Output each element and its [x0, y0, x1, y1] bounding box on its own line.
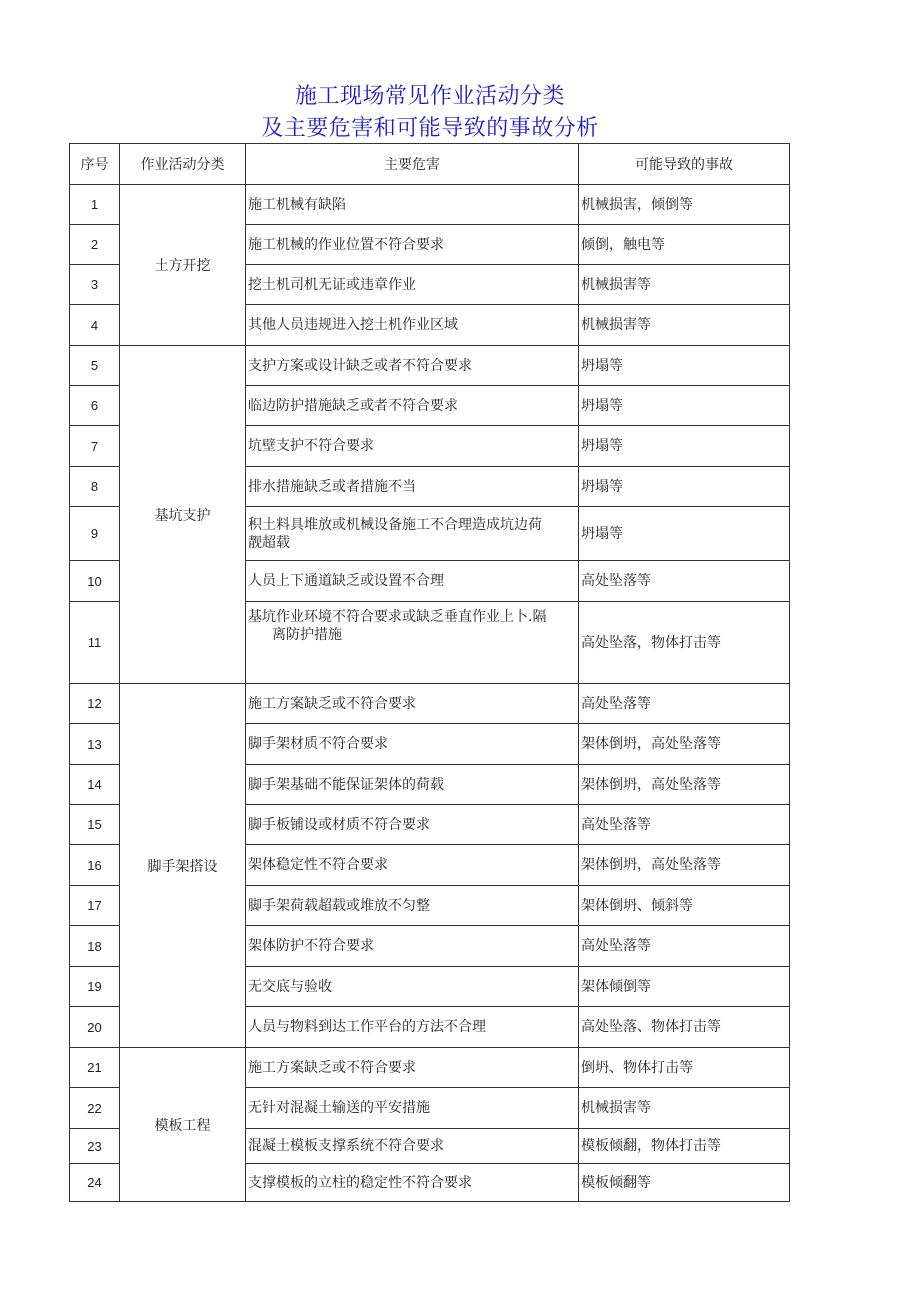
row-number: 22: [70, 1088, 120, 1129]
hazard-cell: 脚手架材质不符合要求: [246, 724, 579, 765]
hazard-cell: 排水措施缺乏或者措施不当: [246, 467, 579, 507]
hazard-cell: [246, 602, 579, 684]
hazard-cell: 施工机械的作业位置不符合要求: [246, 225, 579, 265]
accident-cell: 高处坠落等: [579, 926, 790, 967]
page-title-line2: 及主要危害和可能导致的事故分析: [261, 116, 599, 141]
table-row: [70, 185, 790, 225]
row-number: 16: [70, 845, 120, 886]
accident-cell: 架体倾倒等: [579, 967, 790, 1007]
row-number: 14: [70, 765, 120, 805]
accident-cell: 模板倾翻等: [579, 1164, 790, 1202]
activity-category: 基坑支护: [120, 346, 246, 684]
hazard-cell: 脚手架基础不能保证架体的荷载: [246, 765, 579, 805]
activity-category: 脚手架搭设: [120, 684, 246, 1048]
accident-cell: 倒坍、物体打击等: [579, 1048, 790, 1088]
row-number: 5: [70, 346, 120, 386]
hazard-cell: 挖土机司机无证或违章作业: [246, 265, 579, 305]
accident-cell: 坍塌等: [579, 346, 790, 386]
accident-cell: 机械损害等: [579, 1088, 790, 1129]
hazard-cell: 支撑模板的立柱的稳定性不符合要求: [246, 1164, 579, 1202]
hazard-cell: 坑壁支护不符合要求: [246, 426, 579, 467]
row-number: 12: [70, 684, 120, 724]
hazard-cell: 临边防护措施缺乏或者不符合要求: [246, 386, 579, 426]
row-number: 6: [70, 386, 120, 426]
hazard-table: [69, 143, 790, 1202]
header-num: 序号: [70, 144, 120, 185]
accident-cell: 机械损害等: [579, 305, 790, 346]
hazard-cell: 架体防护不符合要求: [246, 926, 579, 967]
hazard-cell: 支护方案或设计缺乏或者不符合要求: [246, 346, 579, 386]
row-number: 18: [70, 926, 120, 967]
row-number: 13: [70, 724, 120, 765]
table-body: [70, 185, 790, 1202]
hazard-text: 积土料具堆放或机械设备施工不合理造成坑边荷: [248, 516, 542, 533]
row-number: 2: [70, 225, 120, 265]
row-number: 10: [70, 561, 120, 602]
accident-cell: 高处坠落，物体打击等: [579, 602, 790, 684]
row-number: 23: [70, 1129, 120, 1164]
hazard-cell: 无交底与验收: [246, 967, 579, 1007]
accident-cell: 倾倒，触电等: [579, 225, 790, 265]
row-number: 3: [70, 265, 120, 305]
accident-cell: 坍塌等: [579, 426, 790, 467]
accident-cell: 高处坠落等: [579, 561, 790, 602]
hazard-cell: 架体稳定性不符合要求: [246, 845, 579, 886]
hazard-cell: 其他人员违规进入挖土机作业区域: [246, 305, 579, 346]
header-activity: 作业活动分类: [120, 144, 246, 185]
accident-cell: 高处坠落等: [579, 805, 790, 845]
row-number: 17: [70, 886, 120, 926]
header-accident: 可能导致的事故: [579, 144, 790, 185]
table-row: [70, 684, 790, 724]
row-number: 20: [70, 1007, 120, 1048]
hazard-cell: 施工方案缺乏或不符合要求: [246, 1048, 579, 1088]
accident-cell: 架体倒坍，高处坠落等: [579, 765, 790, 805]
accident-cell: 模板倾翻，物体打击等: [579, 1129, 790, 1164]
row-number: 15: [70, 805, 120, 845]
activity-category: 土方开挖: [120, 185, 246, 346]
header-hazard: 主要危害: [246, 144, 579, 185]
row-number: 11: [70, 602, 120, 684]
hazard-cell: 脚手板铺设或材质不符合要求: [246, 805, 579, 845]
row-number: 4: [70, 305, 120, 346]
hazard-cell: 施工机械有缺陷: [246, 185, 579, 225]
accident-cell: 机械损害，倾倒等: [579, 185, 790, 225]
table-row: [70, 1048, 790, 1088]
hazard-text: 基坑作业环境不符合要求或缺乏垂直作业上卜.隔: [248, 609, 547, 625]
table-header-row: [70, 144, 790, 185]
hazard-cell: 人员与物料到达工作平台的方法不合理: [246, 1007, 579, 1048]
page-title-line1: 施工现场常见作业活动分类: [294, 84, 565, 109]
accident-cell: 架体倒坍，高处坠落等: [579, 845, 790, 886]
accident-cell: 机械损害等: [579, 265, 790, 305]
hazard-text-continued: 靓超载: [248, 534, 290, 551]
hazard-cell: 混凝土模板支撑系统不符合要求: [246, 1129, 579, 1164]
accident-cell: 高处坠落等: [579, 684, 790, 724]
hazard-text-continued: 离防护措施: [272, 627, 342, 643]
accident-cell: 架体倒坍，高处坠落等: [579, 724, 790, 765]
row-number: 9: [70, 507, 120, 561]
hazard-cell: 人员上下通道缺乏或设置不合理: [246, 561, 579, 602]
table-row: [70, 346, 790, 386]
row-number: 24: [70, 1164, 120, 1202]
hazard-cell: [246, 507, 579, 561]
accident-cell: 架体倒坍、倾斜等: [579, 886, 790, 926]
accident-cell: 高处坠落、物体打击等: [579, 1007, 790, 1048]
activity-category: 模板工程: [120, 1048, 246, 1202]
accident-cell: 坍塌等: [579, 467, 790, 507]
row-number: 8: [70, 467, 120, 507]
row-number: 19: [70, 967, 120, 1007]
hazard-cell: 施工方案缺乏或不符合要求: [246, 684, 579, 724]
accident-cell: 坍塌等: [579, 386, 790, 426]
accident-cell: 坍塌等: [579, 507, 790, 561]
row-number: 21: [70, 1048, 120, 1088]
row-number: 7: [70, 426, 120, 467]
hazard-cell: 无针对混凝土输送的平安措施: [246, 1088, 579, 1129]
row-number: 1: [70, 185, 120, 225]
hazard-cell: 脚手架荷载超载或堆放不匀整: [246, 886, 579, 926]
